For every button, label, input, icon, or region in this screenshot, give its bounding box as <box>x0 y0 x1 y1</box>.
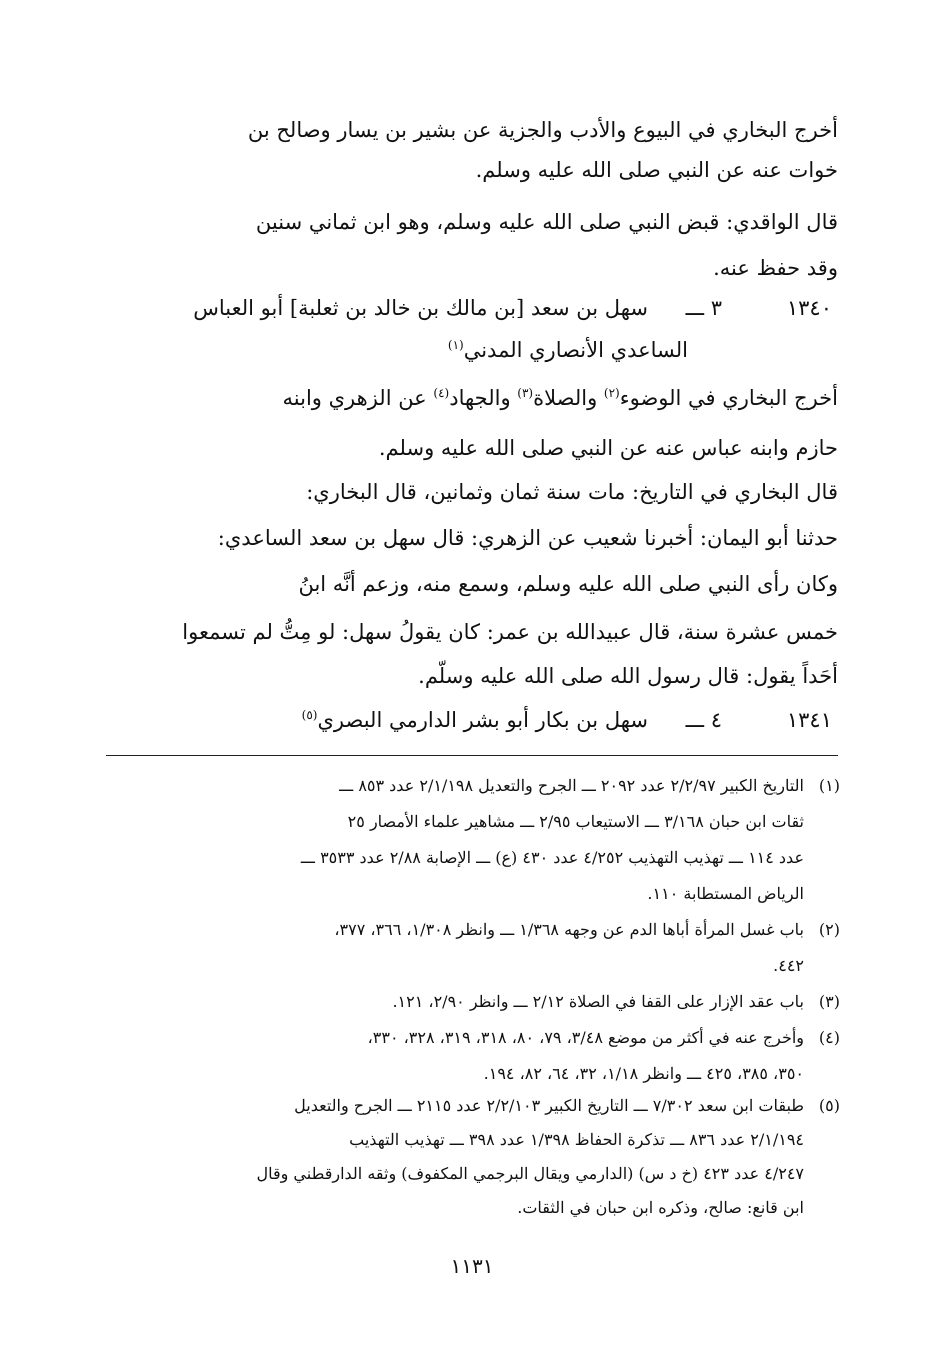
entry-title <box>302 706 648 734</box>
text-segment: والصلاة <box>533 386 604 410</box>
footnote-line: ثقات ابن حبان ٣/١٦٨ ـــ الاستيعاب ٢/٩٥ ـــ مشاهير علماء الأمصار ٢٥ <box>347 812 804 831</box>
footnote-line: باب عقد الإزار على القفا في الصلاة ٢/١٢ ـــ وانظر ٢/٩٠، ١٢١. <box>392 992 804 1011</box>
body-line: وقد حفظ عنه. <box>713 256 838 280</box>
text-segment: والجهاد <box>449 386 518 410</box>
footnote-line: التاريخ الكبير ٢/٢/٩٧ عدد ٢٠٩٢ ـــ الجرح والتعديل ٢/١/١٩٨ عدد ٨٥٣ ـــ <box>339 776 804 795</box>
footnote-marker: (١) <box>818 776 840 795</box>
entry-index-value: ٤ <box>710 708 722 732</box>
text-segment: أخرج البخاري في الوضوء <box>619 386 838 410</box>
footnote-line: عدد ١١٤ ـــ تهذيب التهذيب ٤/٢٥٢ عدد ٤٣٠ (ع) ـــ الإصابة ٢/٨٨ عدد ٣٥٣٣ ـــ <box>300 848 804 867</box>
footnote-ref: (١) <box>447 338 464 352</box>
entry-title-line1: سهل بن بكار أبو بشر الدارمي البصري <box>317 708 648 732</box>
body-line <box>283 384 838 412</box>
footnote-line: الرياض المستطابة ١١٠. <box>647 884 804 903</box>
entry-index-value: ٣ <box>710 296 722 320</box>
footnote-line: ابن قانع: صالح، وذكره ابن حبان في الثقات. <box>517 1198 804 1217</box>
footnote-marker: (٥) <box>818 1096 840 1115</box>
body-line: قال البخاري في التاريخ: مات سنة ثمان وثمانين، قال البخاري: <box>306 480 838 504</box>
footnote-line: باب غسل المرأة أباها الدم عن وجهه ١/٣٦٨ ـــ وانظر ١/٣٠٨، ٣٦٦، ٣٧٧، <box>334 920 804 939</box>
body-line: خمس عشرة سنة، قال عبيدالله بن عمر: كان يقولُ سهل: لو مِتُّ لم تسمعوا <box>182 620 838 644</box>
footnote-marker: (٣) <box>818 992 840 1011</box>
footnote-ref: (٥) <box>301 708 318 722</box>
body-line: أخرج البخاري في البيوع والأدب والجزية عن بشير بن يسار وصالح بن <box>247 118 838 142</box>
body-line: قال الواقدي: قبض النبي صلى الله عليه وسلم، وهو ابن ثماني سنين <box>255 210 838 234</box>
entry-number: ١٣٤٠ <box>786 296 832 320</box>
body-line: حازم وابنه عباس عنه عن النبي صلى الله عليه وسلم. <box>378 436 838 460</box>
footnote-line: طبقات ابن سعد ٧/٣٠٢ ـــ التاريخ الكبير ٢/٢/١٠٣ عدد ٢١١٥ ـــ الجرح والتعديل <box>294 1096 804 1115</box>
body-line: حدثنا أبو اليمان: أخبرنا شعيب عن الزهري: قال سهل بن سعد الساعدي: <box>217 526 838 550</box>
footnote-ref: (٢) <box>603 386 620 400</box>
footnote-line: ٤٤٢. <box>773 956 804 975</box>
page-number: ١١٣١ <box>450 1254 494 1278</box>
footnote-ref: (٤) <box>433 386 450 400</box>
footnote-line: ٢/١/١٩٤ عدد ٨٣٦ ـــ تذكرة الحفاظ ١/٣٩٨ عدد ٣٩٨ ـــ تهذيب التهذيب <box>349 1130 804 1149</box>
footnote-marker: (٢) <box>818 920 840 939</box>
footnote-ref: (٣) <box>517 386 534 400</box>
text-segment: عن الزهري وابنه <box>282 386 434 410</box>
entry-dash: ـــ <box>685 296 705 320</box>
entry-title-line2: الساعدي الأنصاري المدني <box>463 338 688 362</box>
body-line: أحَداً يقول: قال رسول الله صلى الله عليه وسلّم. <box>418 664 838 688</box>
entry-index <box>686 294 722 322</box>
entry-dash: ـــ <box>685 708 705 732</box>
footnote-line: ٣٥٠، ٣٨٥، ٤٢٥ ـــ وانظر ١/١٨، ٣٢، ٦٤، ٨٢، ١٩٤. <box>483 1064 804 1083</box>
footnote-separator <box>106 755 838 756</box>
entry-index <box>686 706 722 734</box>
footnote-marker: (٤) <box>818 1028 840 1047</box>
footnote-line: وأخرج عنه في أكثر من موضع ٣/٤٨، ٧٩، ٨٠، ٣١٨، ٣١٩، ٣٢٨، ٣٣٠، <box>367 1028 804 1047</box>
entry-number: ١٣٤١ <box>786 708 832 732</box>
footnote-line: ٤/٢٤٧ عدد ٤٢٣ (خ د س) (الدارمي ويقال البرجمي المكفوف) وثقه الدارقطني وقال <box>256 1164 804 1183</box>
entry-title-continued <box>448 336 688 364</box>
body-line: خوات عنه عن النبي صلى الله عليه وسلم. <box>475 158 838 182</box>
body-line: وكان رأى النبي صلى الله عليه وسلم، وسمع منه، وزعم أنَّه ابنُ <box>298 572 838 596</box>
entry-title: سهل بن سعد [بن مالك بن خالد بن ثعلبة] أبو العباس <box>193 296 648 320</box>
